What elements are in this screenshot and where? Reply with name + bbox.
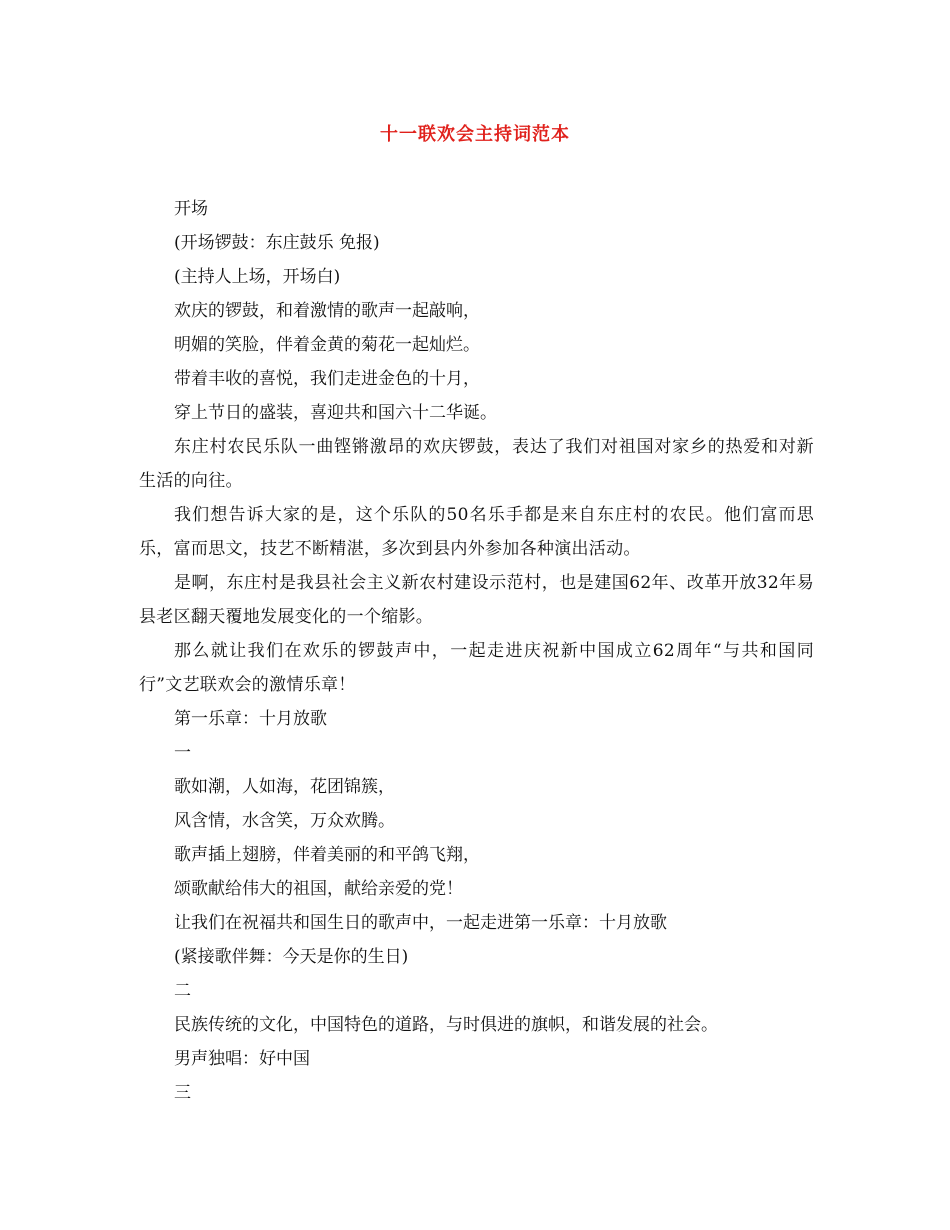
text-line: 民族传统的文化，中国特色的道路，与时俱进的旗帜，和谐发展的社会。 (174, 1015, 718, 1035)
section-heading: 第一乐章：十月放歌 (174, 709, 327, 729)
text-line: 明媚的笑脸，伴着金黄的菊花一起灿烂。 (174, 335, 480, 355)
paragraph: 东庄村农民乐队一曲铿锵激昂的欢庆锣鼓，表达了我们对祖国对家乡的热爱和对新生活的向往。 (139, 437, 814, 491)
text-line: 穿上节日的盛装，喜迎共和国六十二华诞。 (174, 403, 497, 423)
paragraph: 是啊，东庄村是我县社会主义新农村建设示范村，也是建国62年、改革开放32年易县老区翻天覆地发展变化的一个缩影。 (139, 573, 814, 627)
section-number: 三 (174, 1083, 191, 1103)
section-number: 二 (174, 981, 191, 1001)
text-line: 颂歌献给伟大的祖国，献给亲爱的党！ (174, 879, 463, 899)
paragraph: 那么就让我们在欢乐的锣鼓声中，一起走进庆祝新中国成立62周年“与共和国同行”文艺联欢会的激情乐章！ (139, 641, 814, 695)
text-line: 歌声插上翅膀，伴着美丽的和平鸽飞翔， (174, 845, 480, 865)
text-line: (主持人上场，开场白) (174, 267, 341, 287)
text-line: 风含情，水含笑，万众欢腾。 (174, 811, 395, 831)
text-line: 带着丰收的喜悦，我们走进金色的十月， (174, 369, 480, 389)
text-line: 开场 (174, 199, 208, 219)
document-body (139, 192, 814, 1110)
text-line: 欢庆的锣鼓，和着激情的歌声一起敲响， (174, 301, 480, 321)
text-line: 男声独唱：好中国 (174, 1049, 310, 1069)
text-line: 让我们在祝福共和国生日的歌声中，一起走进第一乐章：十月放歌 (174, 913, 667, 933)
document-title: 十一联欢会主持词范本 (380, 124, 570, 145)
section-number: 一 (174, 743, 191, 763)
text-line: (紧接歌伴舞：今天是你的生日) (174, 947, 409, 967)
text-line: 歌如潮，人如海，花团锦簇， (174, 777, 395, 797)
text-line: (开场锣鼓：东庄鼓乐 免报) (174, 233, 380, 253)
paragraph: 我们想告诉大家的是，这个乐队的50名乐手都是来自东庄村的农民。他们富而思乐，富而思文，技艺不断精湛，多次到县内外参加各种演出活动。 (139, 505, 814, 559)
